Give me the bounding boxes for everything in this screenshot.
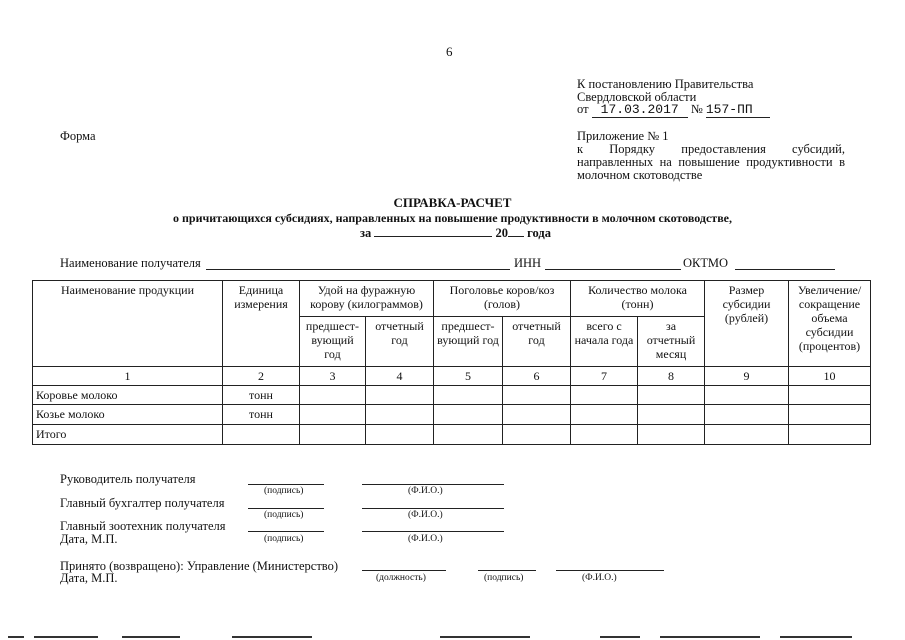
sig-accountant-name-caption: (Ф.И.О.): [408, 510, 443, 520]
decree-date-row: [577, 102, 770, 118]
table-cell[interactable]: [434, 386, 503, 405]
form-label: Форма: [60, 129, 96, 143]
header-yield-prev-year: предшест-вующий год: [300, 317, 366, 367]
subsidy-table: [32, 280, 871, 445]
scan-edge-mark: [600, 636, 640, 638]
table-cell[interactable]: [300, 386, 366, 405]
row-product-name: Итого: [33, 425, 223, 445]
header-qty-since-start: всего с начала года: [571, 317, 638, 367]
period-year: 20: [495, 226, 509, 240]
table-cell[interactable]: [705, 405, 789, 425]
scan-edge-mark: [440, 636, 530, 638]
period-row: [360, 226, 551, 241]
table-cell[interactable]: [638, 425, 705, 445]
appendix-text-3: молочном скотоводстве: [577, 168, 703, 182]
col-number: 8: [638, 367, 705, 386]
oktmo-label: ОКТМО: [683, 256, 728, 270]
table-cell[interactable]: [503, 425, 571, 445]
appendix-title: Приложение № 1: [577, 129, 669, 143]
accepted-name-line[interactable]: [556, 570, 664, 571]
table-cell[interactable]: [434, 425, 503, 445]
sig-date-mp: Дата, М.П.: [60, 532, 118, 546]
table-cell[interactable]: [789, 386, 871, 405]
accepted-signature-caption: (подпись): [484, 573, 524, 583]
period-suffix: года: [527, 226, 551, 240]
table-cell[interactable]: [571, 386, 638, 405]
col-number: 6: [503, 367, 571, 386]
header-product: Наименование продукции: [33, 281, 223, 367]
row-product-name: Коровье молоко: [33, 386, 223, 405]
row-unit: [223, 425, 300, 445]
col-number: 3: [300, 367, 366, 386]
table-cell[interactable]: [434, 405, 503, 425]
header-headcount-prev-year: предшест-вующий год: [434, 317, 503, 367]
table-row: [33, 405, 871, 425]
accepted-name-caption: (Ф.И.О.): [582, 573, 617, 583]
sig-accountant-signature-caption: (подпись): [264, 510, 304, 520]
header-change: Увеличение/ сокращение объема субсидии (процентов): [789, 281, 871, 367]
table-cell[interactable]: [503, 405, 571, 425]
scan-edge-mark: [232, 636, 312, 638]
table-cell[interactable]: [638, 386, 705, 405]
table-cell[interactable]: [503, 386, 571, 405]
period-blank: [374, 236, 492, 237]
col-number: 10: [789, 367, 871, 386]
table-cell[interactable]: [300, 425, 366, 445]
col-number: 4: [366, 367, 434, 386]
accepted-position-caption: (должность): [376, 573, 426, 583]
col-number: 1: [33, 367, 223, 386]
table-cell[interactable]: [638, 405, 705, 425]
sig-zootechnician-signature-caption: (подпись): [264, 534, 304, 544]
period-year-blank: [508, 236, 524, 237]
accepted-signature-line[interactable]: [478, 570, 536, 571]
table-cell[interactable]: [789, 425, 871, 445]
sig-accountant-name-line[interactable]: [362, 508, 504, 509]
appendix-text-1: к Порядку предоставления субсидий,: [577, 142, 845, 156]
sig-accountant-signature-line[interactable]: [248, 508, 324, 509]
scan-edge-mark: [660, 636, 760, 638]
header-qty-report-month: за отчетный месяц: [638, 317, 705, 367]
sig-zootechnician-name-line[interactable]: [362, 531, 504, 532]
col-number: 7: [571, 367, 638, 386]
header-milk-quantity: Количество молока (тонн): [571, 281, 705, 317]
col-number: 5: [434, 367, 503, 386]
table-cell[interactable]: [705, 425, 789, 445]
scan-edge-mark: [8, 636, 24, 638]
document-subtitle: о причитающихся субсидиях, направленных на повышение продуктивности в молочном скотоводстве,: [172, 211, 732, 225]
table-cell[interactable]: [366, 425, 434, 445]
document-title: СПРАВКА-РАСЧЕТ: [393, 195, 512, 210]
header-headcount-report-year: отчетный год: [503, 317, 571, 367]
page-number: 6: [446, 44, 453, 59]
table-cell[interactable]: [571, 405, 638, 425]
header-unit: Единица измерения: [223, 281, 300, 367]
sig-head-name-line[interactable]: [362, 484, 504, 485]
accepted-label: Принято (возвращено): Управление (Министерство): [60, 559, 339, 573]
decree-number: 157-ПП: [706, 102, 770, 118]
table-cell[interactable]: [705, 386, 789, 405]
period-prefix: за: [360, 226, 372, 240]
table-row: [33, 386, 871, 405]
inn-field[interactable]: [545, 269, 681, 270]
recipient-field[interactable]: [206, 269, 510, 270]
decree-line-1: К постановлению Правительства: [577, 77, 754, 91]
appendix-text-2: направленных на повышение продуктивности в: [577, 155, 845, 169]
table-cell[interactable]: [366, 386, 434, 405]
col-number: 9: [705, 367, 789, 386]
sig-head-signature-caption: (подпись): [264, 486, 304, 496]
recipient-label: Наименование получателя: [60, 256, 201, 270]
decree-number-prefix: №: [690, 102, 703, 116]
scan-edge-mark: [34, 636, 98, 638]
row-product-name: Козье молоко: [33, 405, 223, 425]
sig-accountant-label: Главный бухгалтер получателя: [60, 496, 225, 510]
header-subsidy: Размер субсидии (рублей): [705, 281, 789, 367]
accepted-position-line[interactable]: [362, 570, 446, 571]
sig-zootechnician-label: Главный зоотехник получателя: [60, 519, 226, 533]
sig-head-signature-line[interactable]: [248, 484, 324, 485]
oktmo-field[interactable]: [735, 269, 835, 270]
decree-date-prefix: от: [577, 102, 589, 116]
table-cell[interactable]: [300, 405, 366, 425]
sig-zootechnician-signature-line[interactable]: [248, 531, 324, 532]
sig-head-label: Руководитель получателя: [60, 472, 196, 486]
decree-date: 17.03.2017: [592, 102, 688, 118]
accepted-date-mp: Дата, М.П.: [60, 571, 118, 585]
table-cell[interactable]: [366, 405, 434, 425]
header-milk-yield: Удой на фуражную корову (килограммов): [300, 281, 434, 317]
header-yield-report-year: отчетный год: [366, 317, 434, 367]
scan-edge-mark: [122, 636, 180, 638]
inn-label: ИНН: [514, 256, 542, 270]
header-headcount: Поголовье коров/коз (голов): [434, 281, 571, 317]
decree-line-2: Свердловской области: [577, 90, 697, 104]
sig-head-name-caption: (Ф.И.О.): [408, 486, 443, 496]
table-cell[interactable]: [789, 405, 871, 425]
row-unit: тонн: [223, 386, 300, 405]
table-row: [33, 425, 871, 445]
row-unit: тонн: [223, 405, 300, 425]
sig-zootechnician-name-caption: (Ф.И.О.): [408, 534, 443, 544]
scan-edge-mark: [780, 636, 852, 638]
table-cell[interactable]: [571, 425, 638, 445]
col-number: 2: [223, 367, 300, 386]
